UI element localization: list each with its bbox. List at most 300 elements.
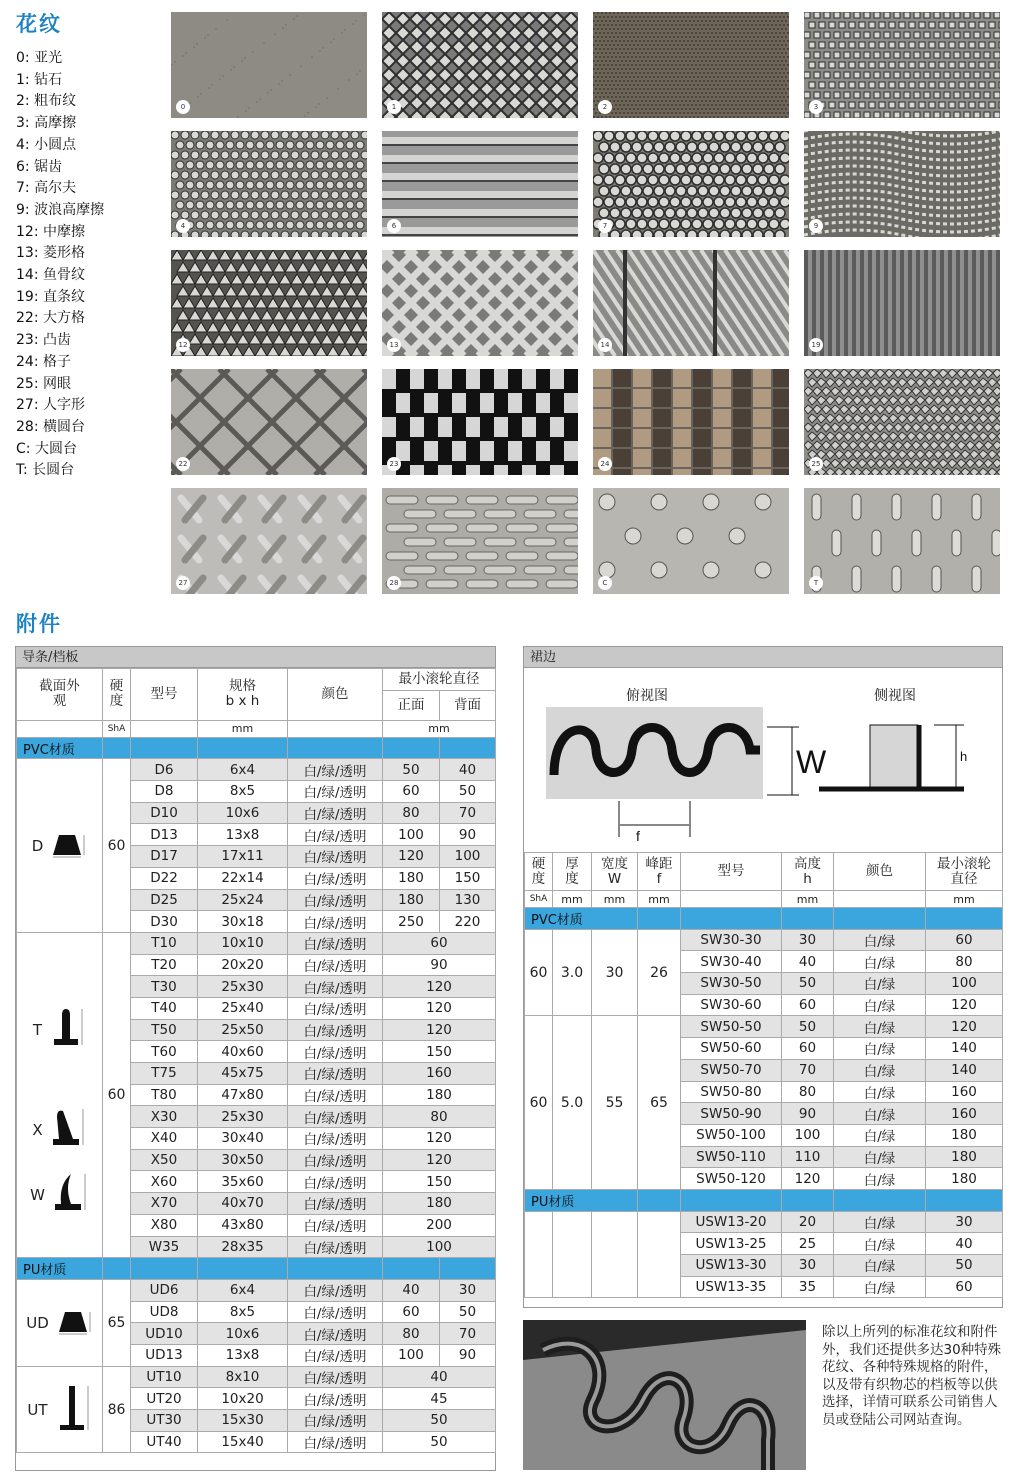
pattern-swatch-code: 23 (387, 457, 401, 471)
model-cell: X40 (131, 1128, 198, 1150)
spec-cell: 13x8 (198, 1344, 288, 1366)
height-cell: 50 (782, 1016, 834, 1038)
pattern-legend-item: 6: 锯齿 (16, 158, 63, 175)
skirt-unit-mm: mm (553, 891, 592, 908)
skirt-header-width (592, 853, 638, 891)
model-cell: T60 (131, 1041, 198, 1063)
color-cell: 白/绿 (834, 1124, 926, 1146)
color-cell: 白/绿 (834, 1255, 926, 1277)
height-cell: 70 (782, 1059, 834, 1081)
spec-cell: 25x30 (198, 1106, 288, 1128)
skirt-header-model: 型号 (681, 853, 782, 891)
model-cell: T80 (131, 1084, 198, 1106)
model-cell: T50 (131, 1019, 198, 1041)
min-roller-cell: 160 (383, 1063, 496, 1085)
min-roller-cell: 180 (926, 1168, 1003, 1190)
guide-section-title: 导条/档板 (16, 647, 495, 668)
spec-cell: 15x40 (198, 1431, 288, 1453)
pattern-legend-item: 0: 亚光 (16, 50, 63, 66)
skirt-material-pvc: PVC材质 (525, 908, 638, 930)
skirt-top-view-label: 俯视图 (626, 688, 668, 704)
profile-block (17, 811, 102, 881)
skirt-top-view-bg (546, 707, 763, 799)
skirt-unit-blank (834, 891, 926, 908)
table-row (17, 932, 496, 954)
color-cell: 白/绿 (834, 1103, 926, 1125)
skirt-pitch-cell (638, 1211, 681, 1298)
color-cell: 白/绿/透明 (288, 911, 383, 933)
pattern-legend-item: 24: 格子 (16, 353, 71, 370)
color-cell: 白/绿 (834, 1146, 926, 1168)
skirt-header-hardness: 硬度 (525, 853, 553, 891)
skirt-thick-cell: 3.0 (553, 929, 592, 1016)
pattern-swatch-code: 25 (809, 457, 823, 471)
hardness-cell: 60 (103, 759, 131, 933)
pattern-swatch-code: 19 (809, 338, 823, 352)
profile-icon (52, 1380, 92, 1440)
min-roller-cell: 140 (926, 1038, 1003, 1060)
min-roller-cell: 120 (383, 1019, 496, 1041)
pattern-swatch (593, 250, 789, 356)
pattern-swatch (804, 488, 1000, 594)
pattern-legend (16, 48, 104, 482)
spec-cell: 10x10 (198, 932, 288, 954)
pattern-swatch-code: 22 (176, 457, 190, 471)
skirt-h-label: h (960, 749, 968, 764)
pattern-swatch (593, 12, 789, 118)
spec-cell: 45x75 (198, 1063, 288, 1085)
guide-header-hardness: 硬度 (103, 669, 131, 721)
height-cell: 50 (782, 973, 834, 995)
pattern-legend-item: 27: 人字形 (16, 397, 85, 414)
skirt-header-height (782, 853, 834, 891)
pattern-swatch-code: 12 (176, 338, 190, 352)
table-row (525, 929, 1003, 951)
skirt-header-pitch-sub: f (656, 870, 662, 887)
pattern-swatch-code: T (809, 576, 823, 590)
pattern-swatch (804, 369, 1000, 475)
back-roller-cell: 220 (440, 911, 496, 933)
spec-cell: 10x6 (198, 802, 288, 824)
guide-header-profile: 截面外观 (17, 669, 103, 721)
back-roller-cell: 150 (440, 867, 496, 889)
skirt-header-pitch (638, 853, 681, 891)
color-cell: 白/绿/透明 (288, 1019, 383, 1041)
model-cell: UT10 (131, 1366, 198, 1388)
model-cell: USW13-30 (681, 1255, 782, 1277)
pattern-swatch (171, 488, 367, 594)
skirt-unit-mm: mm (782, 891, 834, 908)
guide-header-spec (198, 669, 288, 721)
model-cell: X30 (131, 1106, 198, 1128)
model-cell: SW50-90 (681, 1103, 782, 1125)
min-roller-cell: 180 (383, 1193, 496, 1215)
front-roller-cell: 180 (383, 889, 440, 911)
skirt-unit-mm: mm (638, 891, 681, 908)
min-roller-cell: 90 (383, 954, 496, 976)
pattern-legend-item: 7: 高尔夫 (16, 180, 77, 197)
accessories-title: 附件 (16, 612, 62, 636)
model-cell: SW50-50 (681, 1016, 782, 1038)
guide-material-pu: PU材质 (17, 1258, 103, 1280)
color-cell: 白/绿 (834, 1276, 926, 1298)
skirt-table (524, 852, 1003, 1298)
guide-header-back: 背面 (440, 690, 496, 720)
back-roller-cell: 90 (440, 824, 496, 846)
pattern-swatch (171, 131, 367, 237)
model-cell: X50 (131, 1149, 198, 1171)
color-cell: 白/绿/透明 (288, 1106, 383, 1128)
skirt-width-cell (592, 1211, 638, 1298)
height-cell: 100 (782, 1124, 834, 1146)
min-roller-cell: 150 (383, 1041, 496, 1063)
guide-unit-blank (288, 720, 383, 737)
pattern-legend-item: 28: 横圆台 (16, 418, 85, 435)
spec-cell: 35x60 (198, 1171, 288, 1193)
height-cell: 25 (782, 1233, 834, 1255)
skirt-header-minroll: 最小滚轮直径 (926, 853, 1003, 891)
skirt-width-cell: 30 (592, 929, 638, 1016)
profile-block (17, 1375, 102, 1445)
height-cell: 110 (782, 1146, 834, 1168)
height-cell: 80 (782, 1081, 834, 1103)
pattern-swatch-code: C (598, 576, 612, 590)
model-cell: USW13-20 (681, 1211, 782, 1233)
model-cell: SW30-60 (681, 994, 782, 1016)
skirt-hardness-cell: 60 (525, 1016, 553, 1190)
guide-unit-sha: ShA (103, 720, 131, 737)
color-cell: 白/绿 (834, 1059, 926, 1081)
back-roller-cell: 70 (440, 802, 496, 824)
guide-table (16, 668, 496, 1453)
min-roller-cell: 120 (383, 1149, 496, 1171)
pattern-legend-item: 2: 粗布纹 (16, 93, 77, 110)
skirt-hardness-cell (525, 1211, 553, 1298)
guide-header-front: 正面 (383, 690, 440, 720)
model-cell: D22 (131, 867, 198, 889)
min-roller-cell: 140 (926, 1059, 1003, 1081)
min-roller-cell: 40 (383, 1366, 496, 1388)
pattern-swatch (382, 12, 578, 118)
back-roller-cell: 50 (440, 1301, 496, 1323)
skirt-section-title: 裙边 (524, 647, 1002, 668)
back-roller-cell: 50 (440, 781, 496, 803)
pattern-swatch (593, 488, 789, 594)
color-cell: 白/绿/透明 (288, 1084, 383, 1106)
guide-header-spec-label: 规格 (229, 678, 256, 695)
skirt-header-thick: 厚度 (553, 853, 592, 891)
min-roller-cell: 45 (383, 1388, 496, 1410)
spec-cell: 6x4 (198, 759, 288, 781)
pattern-legend-item: 12: 中摩擦 (16, 223, 85, 240)
pattern-swatch (382, 488, 578, 594)
pattern-legend-item: 23: 凸齿 (16, 332, 71, 349)
color-cell: 白/绿 (834, 973, 926, 995)
model-cell: D25 (131, 889, 198, 911)
color-cell: 白/绿/透明 (288, 1279, 383, 1301)
model-cell: USW13-25 (681, 1233, 782, 1255)
color-cell: 白/绿/透明 (288, 1344, 383, 1366)
min-roller-cell: 50 (383, 1410, 496, 1432)
front-roller-cell: 80 (383, 1323, 440, 1345)
spec-cell: 30x50 (198, 1149, 288, 1171)
spec-cell: 40x70 (198, 1193, 288, 1215)
model-cell: UD8 (131, 1301, 198, 1323)
patterns-title: 花纹 (16, 12, 62, 36)
model-cell: SW50-120 (681, 1168, 782, 1190)
color-cell: 白/绿 (834, 1211, 926, 1233)
guide-unit-mm2: mm (383, 720, 496, 737)
pattern-swatch-code: 1 (387, 100, 401, 114)
height-cell: 20 (782, 1211, 834, 1233)
back-roller-cell: 130 (440, 889, 496, 911)
min-roller-cell: 120 (383, 997, 496, 1019)
color-cell: 白/绿/透明 (288, 1236, 383, 1258)
hardness-cell: 65 (103, 1279, 131, 1366)
model-cell: X60 (131, 1171, 198, 1193)
color-cell: 白/绿 (834, 1038, 926, 1060)
color-cell: 白/绿/透明 (288, 802, 383, 824)
spec-cell: 10x20 (198, 1388, 288, 1410)
skirt-hardness-cell: 60 (525, 929, 553, 1016)
height-cell: 90 (782, 1103, 834, 1125)
color-cell: 白/绿/透明 (288, 1388, 383, 1410)
min-roller-cell: 100 (926, 973, 1003, 995)
profile-letter: T (32, 1021, 43, 1040)
height-cell: 60 (782, 994, 834, 1016)
pattern-swatch (804, 250, 1000, 356)
profile-cell (17, 759, 103, 933)
spec-cell: 20x20 (198, 954, 288, 976)
pattern-swatch (804, 12, 1000, 118)
color-cell: 白/绿/透明 (288, 976, 383, 998)
color-cell: 白/绿 (834, 1168, 926, 1190)
skirt-pitch-cell: 65 (638, 1016, 681, 1190)
min-roller-cell: 80 (383, 1106, 496, 1128)
height-cell: 30 (782, 929, 834, 951)
profile-icon (47, 829, 87, 863)
guide-material-pvc: PVC材质 (17, 737, 103, 759)
model-cell: SW50-60 (681, 1038, 782, 1060)
profile-block (17, 1095, 102, 1165)
back-roller-cell: 100 (440, 846, 496, 868)
profile-letter: UT (27, 1400, 48, 1419)
pattern-swatch (171, 250, 367, 356)
model-cell: D6 (131, 759, 198, 781)
skirt-thick-cell: 5.0 (553, 1016, 592, 1190)
color-cell: 白/绿/透明 (288, 889, 383, 911)
color-cell: 白/绿/透明 (288, 1171, 383, 1193)
pattern-swatch-code: 9 (809, 219, 823, 233)
guide-unit-mm: mm (198, 720, 288, 737)
min-roller-cell: 120 (383, 976, 496, 998)
guide-section (15, 646, 496, 1471)
front-roller-cell: 180 (383, 867, 440, 889)
pattern-swatch (382, 250, 578, 356)
guide-header-color: 颜色 (288, 669, 383, 721)
spec-cell: 10x6 (198, 1323, 288, 1345)
spec-cell: 22x14 (198, 867, 288, 889)
table-row (525, 1016, 1003, 1038)
model-cell: UD6 (131, 1279, 198, 1301)
spec-cell: 8x10 (198, 1366, 288, 1388)
pattern-swatch-code: 27 (176, 576, 190, 590)
color-cell: 白/绿/透明 (288, 759, 383, 781)
spec-cell: 8x5 (198, 781, 288, 803)
pattern-legend-item: T: 长圆台 (16, 462, 75, 479)
profile-icon (53, 1306, 93, 1340)
spec-cell: 30x40 (198, 1128, 288, 1150)
pattern-swatch-code: 2 (598, 100, 612, 114)
skirt-unit-mm: mm (926, 891, 1003, 908)
pattern-swatch (593, 131, 789, 237)
model-cell: SW50-80 (681, 1081, 782, 1103)
color-cell: 白/绿/透明 (288, 1301, 383, 1323)
skirt-unit-mm: mm (592, 891, 638, 908)
model-cell: X70 (131, 1193, 198, 1215)
model-cell: SW50-70 (681, 1059, 782, 1081)
color-cell: 白/绿/透明 (288, 1149, 383, 1171)
profile-block (17, 1165, 102, 1225)
pattern-swatch-code: 6 (387, 219, 401, 233)
model-cell: USW13-35 (681, 1276, 782, 1298)
color-cell: 白/绿 (834, 994, 926, 1016)
guide-header-spec-sub: b x h (225, 693, 260, 710)
spec-cell: 17x11 (198, 846, 288, 868)
skirt-header-width-label: 宽度 (601, 855, 628, 872)
model-cell: UT30 (131, 1410, 198, 1432)
color-cell: 白/绿/透明 (288, 1128, 383, 1150)
pattern-legend-item: 9: 波浪高摩擦 (16, 201, 105, 218)
front-roller-cell: 40 (383, 1279, 440, 1301)
color-cell: 白/绿/透明 (288, 997, 383, 1019)
min-roller-cell: 180 (926, 1146, 1003, 1168)
pattern-legend-item: 14: 鱼骨纹 (16, 267, 85, 284)
spec-cell: 6x4 (198, 1279, 288, 1301)
model-cell: T75 (131, 1063, 198, 1085)
skirt-side-view-bg (870, 725, 918, 789)
front-roller-cell: 120 (383, 846, 440, 868)
skirt-header-width-sub: W (607, 870, 622, 887)
min-roller-cell: 60 (926, 1276, 1003, 1298)
min-roller-cell: 150 (383, 1171, 496, 1193)
pattern-swatch-code: 14 (598, 338, 612, 352)
skirt-f-label: f (636, 828, 640, 844)
model-cell: D8 (131, 781, 198, 803)
profile-cell (17, 1279, 103, 1366)
min-roller-cell: 30 (926, 1211, 1003, 1233)
min-roller-cell: 120 (926, 994, 1003, 1016)
back-roller-cell: 70 (440, 1323, 496, 1345)
pattern-swatch (171, 12, 367, 118)
pattern-legend-item: 13: 菱形格 (16, 245, 85, 262)
min-roller-cell: 80 (926, 951, 1003, 973)
color-cell: 白/绿/透明 (288, 1063, 383, 1085)
pattern-swatch-code: 13 (387, 338, 401, 352)
guide-header-model: 型号 (131, 669, 198, 721)
skirt-w-label: W (796, 744, 827, 780)
height-cell: 40 (782, 951, 834, 973)
spec-cell: 25x30 (198, 976, 288, 998)
profile-letter: W (30, 1186, 45, 1205)
pattern-swatch-grid (171, 12, 1002, 597)
model-cell: T10 (131, 932, 198, 954)
model-cell: D10 (131, 802, 198, 824)
color-cell: 白/绿 (834, 1081, 926, 1103)
skirt-unit-blank (681, 891, 782, 908)
profile-block (17, 965, 102, 1095)
pattern-swatch-code: 24 (598, 457, 612, 471)
pattern-swatch (382, 369, 578, 475)
front-roller-cell: 60 (383, 781, 440, 803)
pattern-legend-item: 25: 网眼 (16, 375, 71, 392)
color-cell: 白/绿/透明 (288, 954, 383, 976)
min-roller-cell: 160 (926, 1081, 1003, 1103)
back-roller-cell: 90 (440, 1344, 496, 1366)
model-cell: T40 (131, 997, 198, 1019)
pattern-legend-item: C: 大圆台 (16, 440, 77, 457)
color-cell: 白/绿/透明 (288, 1431, 383, 1453)
guide-unit-blank (17, 720, 103, 737)
min-roller-cell: 120 (383, 1128, 496, 1150)
skirt-side-view-label: 侧视图 (874, 688, 916, 704)
skirt-width-cell: 55 (592, 1016, 638, 1190)
min-roller-cell: 180 (383, 1084, 496, 1106)
spec-cell: 25x24 (198, 889, 288, 911)
model-cell: SW30-40 (681, 951, 782, 973)
pattern-swatch (382, 131, 578, 237)
model-cell: T30 (131, 976, 198, 998)
color-cell: 白/绿/透明 (288, 1323, 383, 1345)
min-roller-cell: 200 (383, 1214, 496, 1236)
model-cell: T20 (131, 954, 198, 976)
front-roller-cell: 60 (383, 1301, 440, 1323)
color-cell: 白/绿 (834, 1233, 926, 1255)
pattern-legend-item: 22: 大方格 (16, 310, 85, 327)
skirt-header-color: 颜色 (834, 853, 926, 891)
table-row (525, 1211, 1003, 1233)
spec-cell: 28x35 (198, 1236, 288, 1258)
skirt-material-pu: PU材质 (525, 1189, 638, 1211)
pattern-swatch-code: 3 (809, 100, 823, 114)
pattern-legend-item: 3: 高摩擦 (16, 115, 77, 132)
front-roller-cell: 80 (383, 802, 440, 824)
model-cell: UT20 (131, 1388, 198, 1410)
profile-letter: X (32, 1121, 43, 1140)
min-roller-cell: 60 (383, 932, 496, 954)
pattern-legend-item: 1: 钻石 (16, 71, 63, 88)
pattern-legend-item: 4: 小圆点 (16, 136, 77, 153)
model-cell: SW50-100 (681, 1124, 782, 1146)
color-cell: 白/绿/透明 (288, 824, 383, 846)
model-cell: UD13 (131, 1344, 198, 1366)
skirt-header-pitch-label: 峰距 (645, 855, 673, 872)
skirt-belt-photo (523, 1320, 806, 1470)
spec-cell: 43x80 (198, 1214, 288, 1236)
profile-icon (49, 1170, 89, 1220)
color-cell: 白/绿 (834, 929, 926, 951)
accessories-note: 除以上所列的标准花纹和附件外，我们还提供多达30种特殊花纹、各种特殊规格的附件，以及带有织物芯的档板等以供选择，详情可联系公司销售人员或登陆公司网站查询。 (822, 1324, 1002, 1428)
profile-letter: D (31, 836, 44, 855)
height-cell: 120 (782, 1168, 834, 1190)
skirt-section (523, 646, 1003, 1308)
model-cell: SW50-110 (681, 1146, 782, 1168)
skirt-diagram (524, 705, 1002, 845)
guide-unit-blank (131, 720, 198, 737)
height-cell: 35 (782, 1276, 834, 1298)
back-roller-cell: 30 (440, 1279, 496, 1301)
front-roller-cell: 250 (383, 911, 440, 933)
